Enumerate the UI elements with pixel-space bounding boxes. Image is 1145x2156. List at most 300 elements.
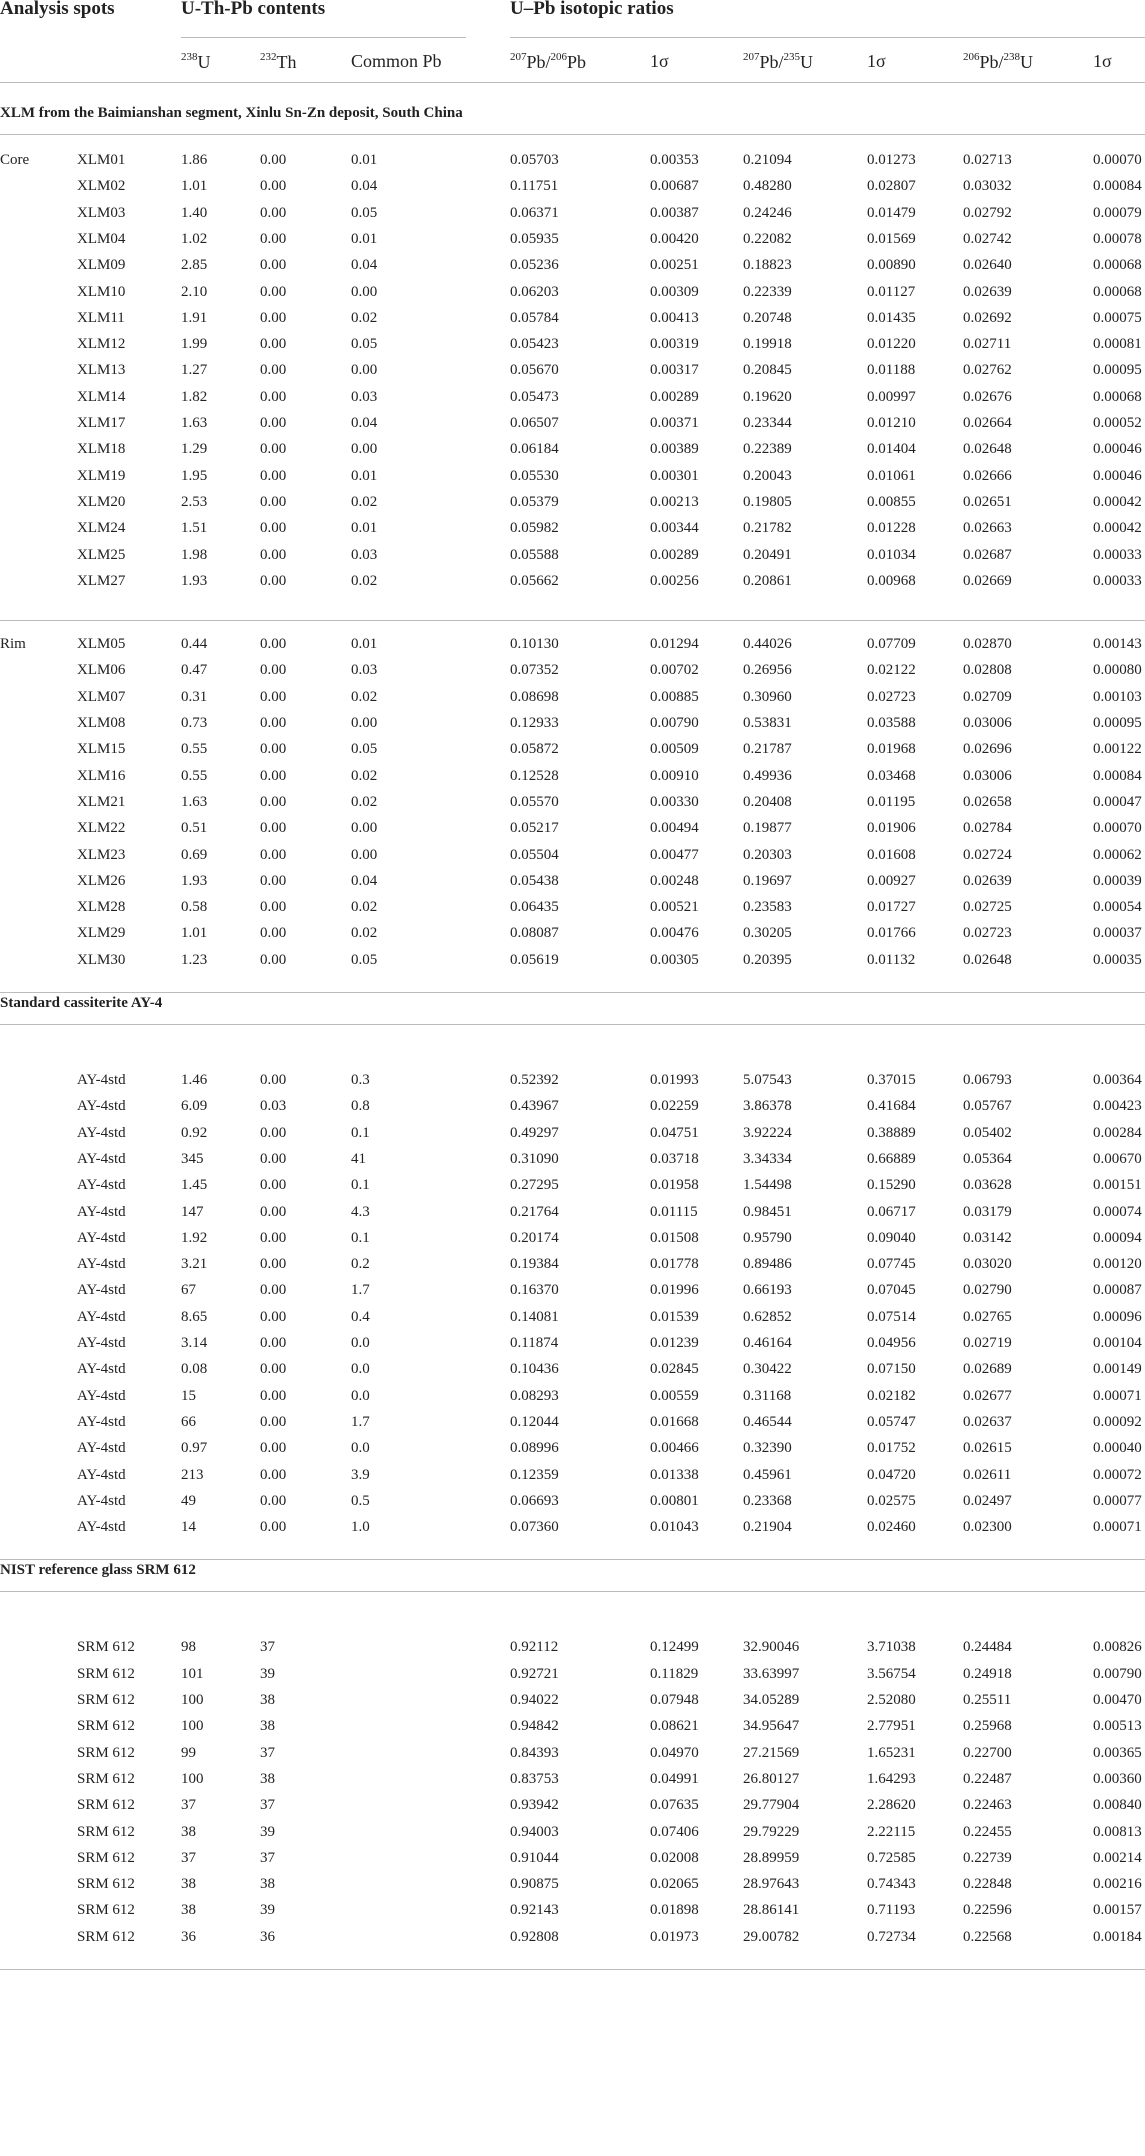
table-cell: XLM23 <box>77 846 126 863</box>
table-cell: 0.06371 <box>510 204 559 221</box>
table-cell: SRM 612 <box>77 1770 135 1787</box>
column-header-pb207_206-sup2: 206 <box>550 51 568 63</box>
table-cell: 0.02676 <box>963 388 1012 405</box>
table-cell: 0.00 <box>260 767 287 784</box>
table-cell: 0.02669 <box>963 572 1012 589</box>
table-cell: 14 <box>181 1519 196 1536</box>
table-cell: 0.22463 <box>963 1797 1012 1814</box>
table-cell: 0.00 <box>260 1177 287 1194</box>
table-cell: 0.01778 <box>650 1256 699 1273</box>
table-cell: 2.85 <box>181 257 208 274</box>
table-cell: 0.89486 <box>743 1256 792 1273</box>
table-cell: 0.00256 <box>650 572 699 589</box>
table-cell: 0.02723 <box>963 925 1012 942</box>
table-cell: 0.00095 <box>1093 362 1142 379</box>
table-cell: 2.52080 <box>867 1692 916 1708</box>
table-cell: 0.05570 <box>510 793 559 810</box>
table-cell: 0.00 <box>351 441 378 458</box>
column-header-pb207_206-main2: Pb <box>567 52 587 72</box>
column-header-pb207_206-sup: 207 <box>510 51 527 63</box>
table-cell: 0.00284 <box>1093 1124 1142 1141</box>
table-cell: 0.02 <box>351 767 378 784</box>
table-cell: 0.00 <box>260 283 287 300</box>
table-cell: 0.02 <box>351 309 378 326</box>
table-cell: 0.08996 <box>510 1440 559 1457</box>
table-cell: 0.00081 <box>1093 336 1142 353</box>
table-cell: 49 <box>181 1492 196 1509</box>
table-cell: 0.05 <box>351 741 378 758</box>
table-cell: 0.20395 <box>743 951 792 968</box>
table-cell: 0.05 <box>351 951 378 968</box>
table-cell: XLM25 <box>77 546 126 563</box>
table-cell: 0.02696 <box>963 741 1012 758</box>
table-cell: 0.02808 <box>963 662 1012 679</box>
table-cell: 0.01132 <box>867 951 916 968</box>
table-cell: 0.00151 <box>1093 1177 1142 1194</box>
table-cell: 0.00 <box>260 467 287 484</box>
table-cell: XLM20 <box>77 493 126 510</box>
table-cell: 0.02658 <box>963 793 1012 810</box>
table-cell: 0.00 <box>260 572 287 589</box>
table-cell: 0.03 <box>351 388 378 405</box>
table-cell: 0.01898 <box>650 1902 699 1919</box>
table-cell: 38 <box>260 1770 275 1787</box>
table-cell: 1.92 <box>181 1229 208 1246</box>
table-cell: 0.00 <box>260 1150 287 1167</box>
column-header-pb207_235-main2: U <box>800 52 814 72</box>
header-utpb-contents: U-Th-Pb contents <box>181 0 326 19</box>
table-cell: 34.95647 <box>743 1718 800 1735</box>
table-cell: 0.00248 <box>650 872 699 889</box>
table-cell: 0.00 <box>260 688 287 705</box>
table-cell: 1.95 <box>181 467 208 484</box>
table-cell: SRM 612 <box>77 1849 135 1866</box>
table-cell: 34.05289 <box>743 1692 800 1708</box>
column-header-u238-sup: 238 <box>181 51 198 63</box>
table-cell: 0.00 <box>260 1519 287 1536</box>
table-cell: 0.1 <box>351 1124 370 1141</box>
table-cell: 0.02497 <box>963 1492 1012 1509</box>
table-cell: 0.01608 <box>867 846 916 863</box>
table-cell: 0.25511 <box>963 1692 1012 1708</box>
table-cell: 0.03 <box>260 1098 287 1115</box>
table-cell: 0.19620 <box>743 388 792 405</box>
table-cell: XLM06 <box>77 662 126 679</box>
table-cell: 0.48280 <box>743 178 792 195</box>
table-cell: SRM 612 <box>77 1639 135 1656</box>
table-cell: 0.20303 <box>743 846 792 863</box>
table-cell: 0.00 <box>260 1440 287 1457</box>
table-cell: 0.02 <box>351 688 378 705</box>
table-cell: 0.00317 <box>650 362 699 379</box>
table-cell: 0.00214 <box>1093 1849 1142 1866</box>
table-cell: 0.05703 <box>510 152 559 168</box>
header-analysis-spots: Analysis spots <box>0 0 115 19</box>
table-cell: 0.00 <box>260 846 287 863</box>
table-cell: 0.01727 <box>867 899 916 916</box>
table-cell: 0.00157 <box>1093 1902 1142 1919</box>
column-header-pb206_238-main2: U <box>1020 52 1034 72</box>
table-cell: 0.22455 <box>963 1823 1012 1840</box>
table-cell: 37 <box>181 1797 196 1814</box>
column-header-pb206_238-main: Pb/ <box>979 52 1004 72</box>
table-cell: 0.00033 <box>1093 546 1142 563</box>
table-cell: 1.93 <box>181 572 208 589</box>
table-cell: 0.30960 <box>743 688 792 705</box>
table-cell: 0.00521 <box>650 899 699 916</box>
table-cell: 0.00084 <box>1093 767 1142 784</box>
table-cell: 1.63 <box>181 793 208 810</box>
table-cell: 0.05504 <box>510 846 559 863</box>
table-cell: 0.07406 <box>650 1823 699 1840</box>
column-header-s1 <box>650 51 669 72</box>
table-cell: XLM13 <box>77 362 126 379</box>
table-cell: 1.93 <box>181 872 208 889</box>
table-cell: 0.00 <box>260 741 287 758</box>
table-cell: 0.21764 <box>510 1203 559 1220</box>
table-cell: 0.24484 <box>963 1639 1012 1656</box>
table-cell: AY-4std <box>77 1282 126 1299</box>
table-cell: 1.27 <box>181 362 208 379</box>
table-cell: 2.22115 <box>867 1823 916 1840</box>
table-cell: 0.00997 <box>867 388 916 405</box>
table-cell: 0.02 <box>351 899 378 916</box>
table-cell: 0.01 <box>351 467 378 484</box>
column-header-s2-main: 1σ <box>867 51 886 71</box>
table-cell: 0.00 <box>351 715 378 731</box>
table-cell: 0.00071 <box>1093 1387 1142 1404</box>
table-cell: 0.92143 <box>510 1902 559 1919</box>
table-cell: 0.00079 <box>1093 204 1142 221</box>
table-cell: 1.99 <box>181 336 208 353</box>
table-cell: XLM19 <box>77 467 126 484</box>
table-cell: 0.01195 <box>867 793 916 810</box>
table-cell: 0.01228 <box>867 520 916 537</box>
table-cell: 0.02845 <box>650 1361 699 1378</box>
table-cell: 0.00092 <box>1093 1413 1142 1430</box>
table-cell: 0.02723 <box>867 688 916 705</box>
table-cell: 4.3 <box>351 1203 370 1220</box>
table-cell: 100 <box>181 1718 204 1735</box>
table-cell: 0.00371 <box>650 415 699 431</box>
column-header-pb206_238-sup: 206 <box>963 51 980 63</box>
table-cell: 38 <box>260 1718 275 1735</box>
column-header-pb206_238 <box>963 51 1033 73</box>
table-cell: 0.00149 <box>1093 1361 1142 1378</box>
table-cell: AY-4std <box>77 1150 126 1167</box>
table-cell: 0.00 <box>260 1282 287 1299</box>
table-cell: 1.51 <box>181 520 208 537</box>
table-cell: 0.00494 <box>650 820 699 837</box>
table-cell: XLM05 <box>77 636 126 653</box>
column-header-th232-main: Th <box>276 52 297 72</box>
table-cell: 0.08 <box>181 1361 208 1378</box>
table-cell: XLM09 <box>77 257 126 274</box>
table-cell: 0.05217 <box>510 820 559 837</box>
table-cell: 0.00 <box>260 1335 287 1351</box>
table-cell: 0.00 <box>260 493 287 510</box>
table-cell: 1.63 <box>181 415 208 431</box>
table-cell: 0.00509 <box>650 741 699 758</box>
table-cell: 0.00 <box>260 662 287 679</box>
table-cell: 0.00353 <box>650 152 699 168</box>
table-cell: 0.47 <box>181 662 208 679</box>
table-cell: 0.00855 <box>867 493 916 510</box>
table-cell: 0.05530 <box>510 467 559 484</box>
table-cell: XLM08 <box>77 715 126 731</box>
table-cell: 0.04720 <box>867 1466 916 1483</box>
table-cell: 0.00 <box>260 309 287 326</box>
column-header-pb207_235-sup2: 235 <box>783 51 801 63</box>
table-cell: 0.20174 <box>510 1229 559 1246</box>
table-cell: 0.00104 <box>1093 1335 1142 1351</box>
table-cell: 0.52392 <box>510 1072 559 1088</box>
table-cell: 38 <box>181 1876 196 1893</box>
table-cell: 0.03628 <box>963 1177 1012 1194</box>
table-cell: 0.49936 <box>743 767 792 784</box>
table-cell: 0.25968 <box>963 1718 1012 1735</box>
table-cell: 0.01 <box>351 152 378 168</box>
table-cell: 0.01404 <box>867 441 916 458</box>
table-cell: 0.00301 <box>650 467 699 484</box>
table-cell: 0.19384 <box>510 1256 559 1273</box>
table-cell: 0.07635 <box>650 1797 699 1814</box>
table-cell: 0.00047 <box>1093 793 1142 810</box>
table-cell: 0.22389 <box>743 441 792 458</box>
table-cell: 0.02792 <box>963 204 1012 221</box>
table-cell: 100 <box>181 1770 204 1787</box>
table-cell: 0.01210 <box>867 415 916 431</box>
table-cell: 5.07543 <box>743 1072 792 1088</box>
table-cell: 39 <box>260 1823 275 1840</box>
table-cell: 0.02687 <box>963 546 1012 563</box>
table-cell: 0.00344 <box>650 520 699 537</box>
table-cell: 0.38889 <box>867 1124 916 1141</box>
table-cell: 0.01508 <box>650 1229 699 1246</box>
table-cell: 0.98451 <box>743 1203 792 1220</box>
table-cell: 0.00094 <box>1093 1229 1142 1246</box>
group-rule <box>0 620 1145 621</box>
table-cell: AY-4std <box>77 1335 126 1351</box>
table-cell: 0.01968 <box>867 741 916 758</box>
table-cell: 0.05872 <box>510 741 559 758</box>
table-cell: 0.74343 <box>867 1876 916 1893</box>
table-cell: 0.00 <box>260 1203 287 1220</box>
table-cell: SRM 612 <box>77 1797 135 1814</box>
table-cell: 0.18823 <box>743 257 792 274</box>
table-cell: 0.01973 <box>650 1928 699 1945</box>
table-cell: 0.06693 <box>510 1492 559 1509</box>
table-cell: 0.04970 <box>650 1744 699 1761</box>
table-cell: 0.8 <box>351 1098 370 1115</box>
table-cell: 0.00080 <box>1093 662 1142 679</box>
table-cell: 0.02575 <box>867 1492 916 1509</box>
table-cell: 0.20861 <box>743 572 792 589</box>
table-cell: 0.12044 <box>510 1413 559 1430</box>
table-cell: 1.01 <box>181 178 208 195</box>
table-cell: 0.46544 <box>743 1413 792 1430</box>
table-cell: 41 <box>351 1150 366 1167</box>
table-cell: 0.00687 <box>650 178 699 195</box>
column-header-pb207_206-main: Pb/ <box>526 52 551 72</box>
table-cell: 0.00423 <box>1093 1098 1142 1115</box>
table-cell: 0.07514 <box>867 1308 916 1325</box>
column-header-th232 <box>260 51 297 73</box>
table-cell: 0.00068 <box>1093 283 1142 300</box>
table-cell: 0.05982 <box>510 520 559 537</box>
table-cell: 0.02640 <box>963 257 1012 274</box>
table-cell: 0.00072 <box>1093 1466 1142 1483</box>
column-header-th232-sup: 232 <box>260 51 277 63</box>
table-cell: 0.01061 <box>867 467 916 484</box>
table-cell: 0.00927 <box>867 872 916 889</box>
table-cell: XLM28 <box>77 899 126 916</box>
header-upb-ratios: U–Pb isotopic ratios <box>510 0 674 19</box>
table-cell: 0.00251 <box>650 257 699 274</box>
table-cell: 0.04 <box>351 872 378 889</box>
table-cell: 0.01220 <box>867 336 916 353</box>
table-cell: 0.22739 <box>963 1849 1012 1866</box>
table-cell: 0.04991 <box>650 1770 699 1787</box>
column-header-pb206_238-sup2: 238 <box>1003 51 1021 63</box>
table-cell: 0.01 <box>351 636 378 653</box>
table-cell: 1.82 <box>181 388 208 405</box>
table-cell: 0.06435 <box>510 899 559 916</box>
table-cell: 0.05473 <box>510 388 559 405</box>
table-cell: 0.12359 <box>510 1466 559 1483</box>
table-cell: 0.06507 <box>510 415 559 431</box>
table-cell: 0.02742 <box>963 230 1012 247</box>
table-cell: 67 <box>181 1282 196 1299</box>
table-cell: 0.06717 <box>867 1203 916 1220</box>
table-cell: 0.05619 <box>510 951 559 968</box>
table-cell: 0.00 <box>260 793 287 810</box>
table-cell: 38 <box>181 1823 196 1840</box>
table-cell: 0.00 <box>351 283 378 300</box>
table-cell: 0.00387 <box>650 204 699 221</box>
group-label: Core <box>0 152 30 168</box>
table-cell: 0.0 <box>351 1361 370 1378</box>
table-cell: 0.24246 <box>743 204 792 221</box>
table-cell: 0.01752 <box>867 1440 916 1457</box>
table-cell: 0.00305 <box>650 951 699 968</box>
table-cell: SRM 612 <box>77 1718 135 1735</box>
table-cell: 0.00 <box>260 178 287 195</box>
table-cell: 0.02460 <box>867 1519 916 1536</box>
table-cell: 0.00364 <box>1093 1072 1142 1088</box>
table-cell: 0.05747 <box>867 1413 916 1430</box>
table-cell: 0.94003 <box>510 1823 559 1840</box>
table-cell: 0.00070 <box>1093 820 1142 837</box>
table-cell: 37 <box>181 1849 196 1866</box>
table-cell: XLM02 <box>77 178 126 195</box>
table-cell: 0.00513 <box>1093 1718 1142 1735</box>
table-cell: 0.00070 <box>1093 152 1142 168</box>
table-cell: 0.00096 <box>1093 1308 1142 1325</box>
table-cell: 0.03718 <box>650 1150 699 1167</box>
section-title: XLM from the Baimianshan segment, Xinlu Sn-Zn deposit, South China <box>0 105 463 121</box>
table-cell: 0.55 <box>181 767 208 784</box>
table-cell: 101 <box>181 1665 204 1682</box>
table-cell: 0.03142 <box>963 1229 1012 1246</box>
table-cell: 0.00039 <box>1093 872 1142 889</box>
table-cell: XLM26 <box>77 872 126 889</box>
table-cell: 29.79229 <box>743 1823 800 1840</box>
table-cell: 2.28620 <box>867 1797 916 1814</box>
table-cell: 0.62852 <box>743 1308 792 1325</box>
table-cell: 0.00 <box>260 520 287 537</box>
table-cell: SRM 612 <box>77 1744 135 1761</box>
table-cell: 0.00 <box>260 546 287 563</box>
table-cell: 0.91044 <box>510 1849 559 1866</box>
section-rule <box>0 1591 1145 1592</box>
table-cell: 0.0 <box>351 1335 370 1351</box>
column-header-s3-main: 1σ <box>1093 51 1112 71</box>
table-cell: 0.02807 <box>867 178 916 195</box>
table-cell: 0.02663 <box>963 520 1012 537</box>
table-cell: 0.00910 <box>650 767 699 784</box>
table-cell: 0.02762 <box>963 362 1012 379</box>
table-cell: 0.01958 <box>650 1177 699 1194</box>
table-cell: 28.89959 <box>743 1849 800 1866</box>
table-cell: 0.02615 <box>963 1440 1012 1457</box>
table-cell: AY-4std <box>77 1387 126 1404</box>
table-cell: 0.00068 <box>1093 388 1142 405</box>
table-cell: 3.56754 <box>867 1665 916 1682</box>
table-cell: 0.00 <box>260 1308 287 1325</box>
table-cell: 3.71038 <box>867 1639 916 1656</box>
table-cell: 0.97 <box>181 1440 208 1457</box>
table-cell: 0.04 <box>351 257 378 274</box>
table-cell: XLM12 <box>77 336 126 353</box>
table-cell: SRM 612 <box>77 1823 135 1840</box>
table-cell: 0.00037 <box>1093 925 1142 942</box>
table-cell: 0.01996 <box>650 1282 699 1299</box>
table-cell: XLM15 <box>77 741 126 758</box>
table-cell: 0.00890 <box>867 257 916 274</box>
table-cell: AY-4std <box>77 1466 126 1483</box>
table-cell: 0.69 <box>181 846 208 863</box>
table-cell: 0.00476 <box>650 925 699 942</box>
table-cell: 0.02648 <box>963 441 1012 458</box>
table-cell: 0.09040 <box>867 1229 916 1246</box>
table-cell: 0.84393 <box>510 1744 559 1761</box>
table-cell: 0.00122 <box>1093 741 1142 758</box>
table-cell: 0.01766 <box>867 925 916 942</box>
table-cell: 0.00 <box>260 1229 287 1246</box>
table-cell: 0.02065 <box>650 1876 699 1893</box>
table-cell: 0.12499 <box>650 1639 699 1656</box>
table-cell: 0.00801 <box>650 1492 699 1509</box>
table-cell: 0.00 <box>260 362 287 379</box>
table-cell: 0.00046 <box>1093 441 1142 458</box>
table-cell: 0.00 <box>260 230 287 247</box>
table-cell: 1.01 <box>181 925 208 942</box>
table-cell: 0.15290 <box>867 1177 916 1194</box>
table-cell: 0.01127 <box>867 283 916 300</box>
table-cell: 0.01273 <box>867 152 916 168</box>
table-cell: 1.7 <box>351 1282 370 1299</box>
table-cell: 0.21782 <box>743 520 792 537</box>
section-end-rule <box>0 992 1145 993</box>
section-end-rule <box>0 1559 1145 1560</box>
table-cell: 0.07948 <box>650 1692 699 1708</box>
table-cell: 1.02 <box>181 230 208 247</box>
table-cell: 0.22700 <box>963 1744 1012 1761</box>
table-cell: 0.49297 <box>510 1124 559 1141</box>
table-cell: XLM11 <box>77 309 125 326</box>
table-cell: AY-4std <box>77 1098 126 1115</box>
